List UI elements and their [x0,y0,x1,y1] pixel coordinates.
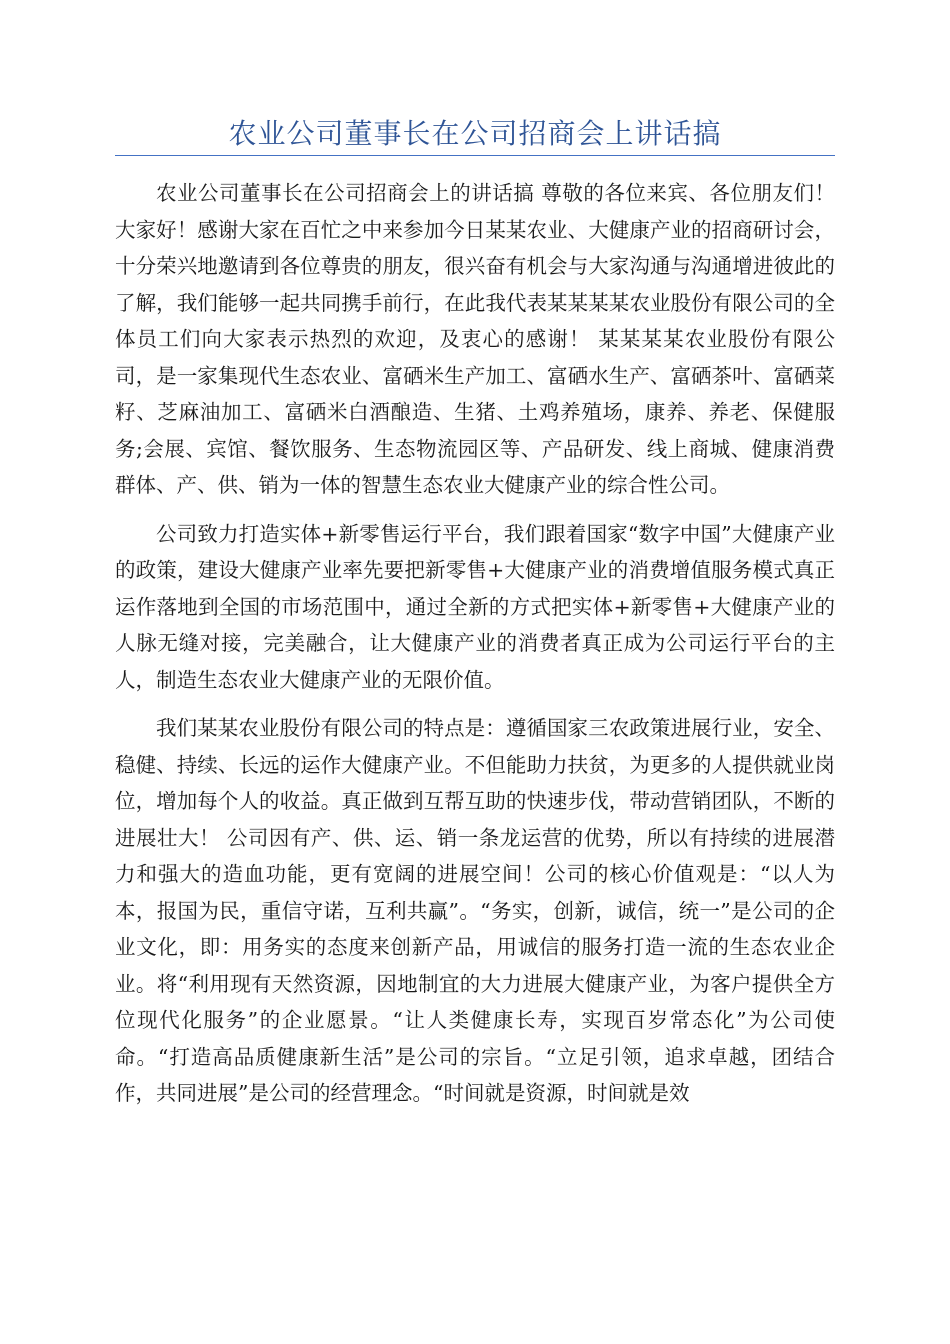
document-body [115,175,835,1124]
paragraph-3: 我们某某农业股份有限公司的特点是：遵循国家三农政策进展行业，安全、稳健、持续、长远的运作大健康产业。不但能助力扶贫，为更多的人提供就业岗位，增加每个人的收益。真正做到互帮互助的快速步伐，带动营销团队，不断的进展壮大！ 公司因有产、供、运、销一条龙运营的优势，所以有持续的进展潜力和强大的造血功能，更有宽阔的进展空间！公司的核心价值观是：“以人为本，报国为民，重信守诺，互利共赢”。“务实，创新，诚信，统一”是公司的企业文化，即：用务实的态度来创新产品，用诚信的服务打造一流的生态农业企业。将“利用现有天然资源，因地制宜的大力进展大健康产业，为客户提供全方位现代化服务”的企业愿景。“让人类健康长寿，实现百岁常态化”为公司使命。“打造高品质健康新生活”是公司的宗旨。“立足引领，追求卓越，团结合作，共同进展”是公司的经营理念。“时间就是资源，时间就是效 [115,716,835,1105]
title-underline [115,155,835,156]
document-title: 农业公司董事长在公司招商会上讲话搞 [228,117,722,150]
paragraph-2: 公司致力打造实体+新零售运行平台，我们跟着国家“数字中国”大健康产业的政策，建设大健康产业率先要把新零售+大健康产业的消费增值服务模式真正运作落地到全国的市场范围中，通过全新的方式把实体+新零售+大健康产业的人脉无缝对接，完美融合，让大健康产业的消费者真正成为公司运行平台的主人，制造生态农业大健康产业的无限价值。 [115,521,835,692]
paragraph-1: 农业公司董事长在公司招商会上的讲话搞 尊敬的各位来宾、各位朋友们！ 大家好！感谢大家在百忙之中来参加今日某某农业、大健康产业的招商研讨会，十分荣兴地邀请到各位尊贵的朋友，很兴奋有机会与大家沟通与沟通增进彼此的了解，我们能够一起共同携手前行，在此我代表某某某某农业股份有限公司的全体员工们向大家表示热烈的欢迎，及衷心的感谢！ 某某某某农业股份有限公司，是一家集现代生态农业、富硒米生产加工、富硒水生产、富硒茶叶、富硒菜籽、芝麻油加工、富硒米白酒酿造、生猪、土鸡养殖场，康养、养老、保健服务;会展、宾馆、餐饮服务、生态物流园区等、产品研发、线上商城、健康消费群体、产、供、销为一体的智慧生态农业大健康产业的综合性公司。 [115,181,835,497]
